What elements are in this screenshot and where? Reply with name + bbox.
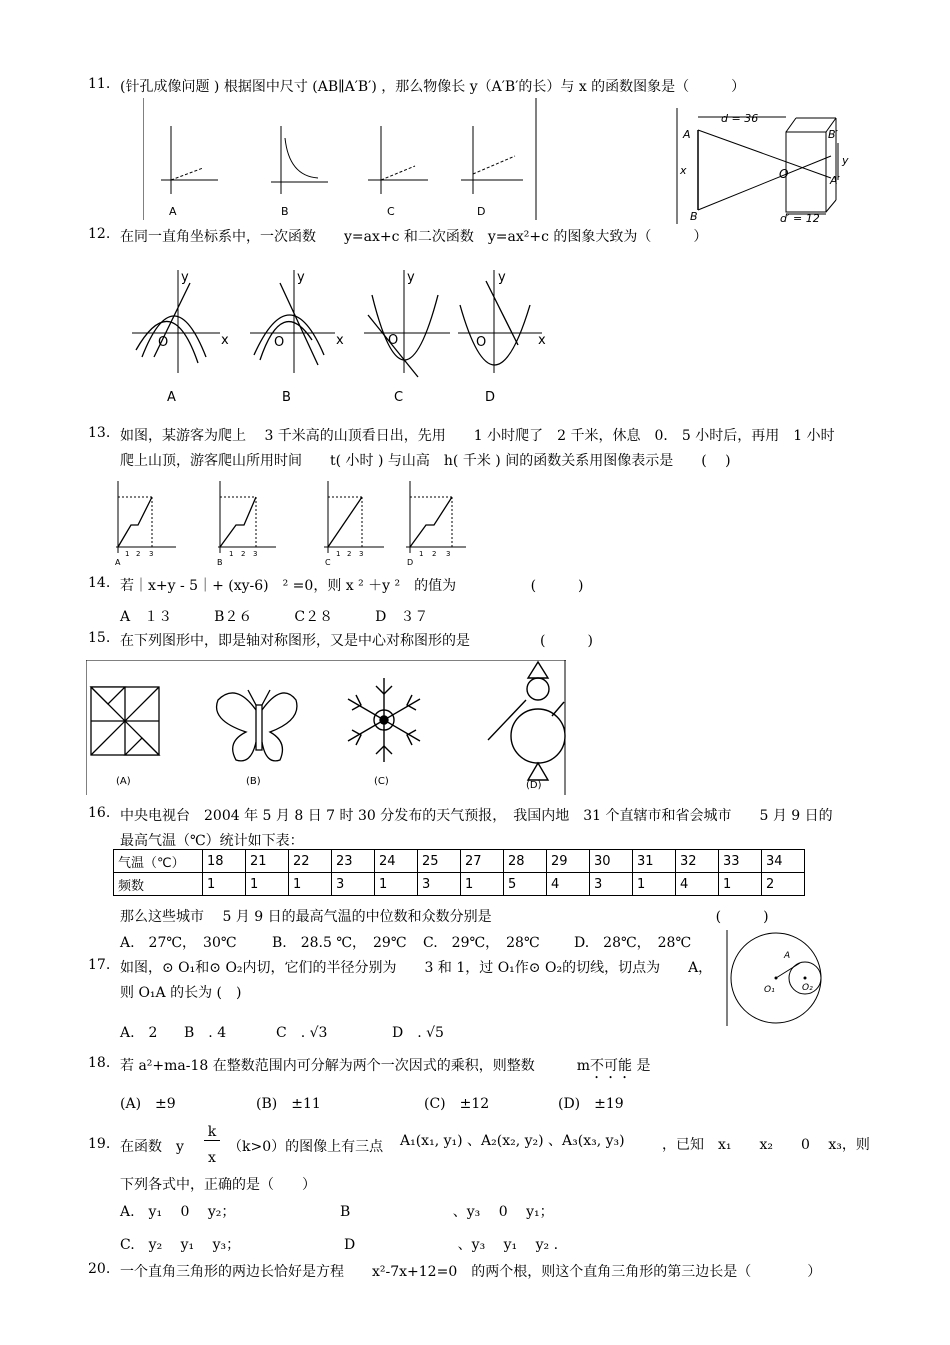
q13-graph-b	[218, 481, 276, 553]
q18-text-after: 是	[632, 1058, 651, 1074]
q13-label-b: B	[217, 558, 223, 567]
snowflake-figure	[348, 678, 420, 762]
q19-number: 19.	[88, 1136, 111, 1152]
q12-b-x: x	[336, 333, 344, 348]
q16-choice-c: C. 29℃， 28℃	[423, 935, 540, 951]
label-a-point: A	[784, 951, 791, 961]
q12-a-o: O	[158, 335, 169, 350]
q18-choice-a: (A) ±9	[120, 1096, 176, 1112]
q12-options-figure	[132, 265, 562, 405]
label-o: O	[779, 167, 789, 181]
table-cell: 1	[203, 873, 246, 896]
q12-graph-b	[250, 270, 335, 373]
q11-options-figure	[143, 98, 538, 220]
table-cell: 1	[289, 873, 332, 896]
q17-choice-c: C . √3	[276, 1025, 328, 1041]
pinhole-diagram	[676, 108, 856, 224]
q13-options-figure	[86, 475, 498, 567]
table-cell: 2	[762, 873, 805, 896]
q13-a-tick1: 1	[125, 550, 130, 558]
q13-c-tick1: 1	[336, 550, 341, 558]
q15-options-figure	[86, 660, 566, 795]
q11-graph-c	[368, 126, 428, 194]
table-cell: 27	[461, 850, 504, 873]
q13-graph-c	[324, 481, 384, 553]
q17-line2: 则 O₁A 的长为 ( )	[120, 985, 242, 1001]
table-cell: 3	[332, 873, 375, 896]
q16-number: 16.	[88, 805, 111, 821]
q19-frac-den: x	[208, 1150, 216, 1166]
label-b: B	[690, 210, 698, 223]
table-cell: 21	[246, 850, 289, 873]
table-row-counts	[114, 873, 805, 896]
q19-text-b: （k>0）的图像上有三点	[228, 1139, 384, 1155]
q12-label-c: C	[394, 390, 404, 405]
label-o1: O₁	[764, 985, 775, 995]
q12-graph-c	[364, 270, 450, 377]
table-cell: 33	[719, 850, 762, 873]
q19-line2: 下列各式中，正确的是（ ）	[120, 1177, 316, 1193]
q17-number: 17.	[88, 957, 111, 973]
q11-graph-d	[461, 126, 523, 194]
q15-label-d: (D)	[526, 780, 542, 791]
q20-number: 20.	[88, 1261, 111, 1277]
table-cell: 1	[246, 873, 289, 896]
q19-frac-num: k	[204, 1124, 220, 1141]
circles-figure	[726, 930, 826, 1026]
table-cell: 18	[203, 850, 246, 873]
q13-label-d: D	[407, 558, 414, 567]
q13-number: 13.	[88, 425, 111, 441]
q19-choice-c: C. y₂ y₁ y₃；	[120, 1237, 241, 1253]
q13-label-c: C	[325, 558, 331, 567]
q13-d-tick1: 1	[419, 550, 424, 558]
q12-graph-d	[458, 270, 542, 373]
q16-line3: 那么这些城市 5 月 9 日的最高气温的中位数和众数分别是 ( )	[120, 909, 769, 925]
q12-d-x: x	[538, 333, 546, 348]
q13-d-tick3: 3	[446, 550, 451, 558]
q13-d-tick2: 2	[432, 550, 437, 558]
q12-label-b: B	[282, 390, 291, 405]
table-cell: 32	[676, 850, 719, 873]
q12-b-o: O	[274, 335, 285, 350]
label-d: d = 36	[721, 112, 759, 125]
q15-text: 在下列图形中，即是轴对称图形，又是中心对称图形的是 ( )	[120, 633, 593, 649]
table-cell: 30	[590, 850, 633, 873]
q16-line2: 最高气温（℃）统计如下表：	[120, 833, 304, 849]
q12-graph-a	[132, 270, 220, 373]
q16-choice-a: A. 27℃， 30℃	[120, 935, 237, 951]
table-cell: 3	[418, 873, 461, 896]
table-cell: 5	[504, 873, 547, 896]
label-d2: d′ = 12	[780, 212, 820, 224]
q12-c-o: O	[388, 333, 399, 348]
q18-choice-d: (D) ±19	[558, 1096, 624, 1112]
q14-text: 若｜x+y - 5｜+ (xy-6) ² =0，则 x ² ＋y ² 的值为 ( )	[120, 578, 584, 594]
table-cell: 23	[332, 850, 375, 873]
q14-choices: A １３ B２６ C２８ D ３７	[120, 609, 429, 625]
q16-line1: 中央电视台 2004 年 5 月 8 日 7 时 30 分发布的天气预报， 我国内地 31 个直辖市和省会城市 5 月 9 日的	[120, 808, 833, 824]
q12-a-y: y	[181, 270, 189, 285]
q11-label-a: A	[169, 205, 177, 218]
q12-b-y: y	[297, 270, 305, 285]
temperature-table	[113, 849, 805, 896]
label-o2: O₂	[802, 983, 813, 993]
table-cell: 29	[547, 850, 590, 873]
q13-line2: 爬上山顶，游客爬山所用时间 t( 小时 ) 与山高 h( 千米 ) 间的函数关系用图像表示是 ( )	[120, 453, 731, 469]
table-cell: 4	[676, 873, 719, 896]
table-cell: 28	[504, 850, 547, 873]
q18-choice-c: (C) ±12	[424, 1096, 490, 1112]
label-a2: A′	[830, 174, 841, 187]
q15-label-c: (C)	[374, 776, 389, 787]
table-cell: 34	[762, 850, 805, 873]
q18-emphasis: 不可能	[590, 1058, 633, 1074]
table-cell: 1	[461, 873, 504, 896]
table-cell: 1	[719, 873, 762, 896]
q19-points: A₁(x₁, y₁) 、A₂(x₂, y₂) 、A₃(x₃, y₃)	[400, 1133, 625, 1149]
table-cell: 1	[633, 873, 676, 896]
snowman-figure	[488, 662, 565, 780]
q14-number: 14.	[88, 575, 111, 591]
q12-label-a: A	[167, 390, 176, 405]
q18-text	[120, 1055, 650, 1082]
table-cell: 1	[375, 873, 418, 896]
label-y: y	[842, 154, 849, 167]
q17-line1: 如图，⊙ O₁和⊙ O₂内切，它们的半径分别为 3 和 1，过 O₁作⊙ O₂的切线，切点为 A，	[120, 960, 713, 976]
q13-c-tick3: 3	[359, 550, 364, 558]
q17-choice-b: B . 4	[184, 1025, 227, 1041]
table-row-temps	[114, 850, 805, 873]
q13-b-tick3: 3	[253, 550, 258, 558]
q15-label-b: (B)	[246, 776, 261, 787]
q11-number: 11.	[88, 76, 111, 92]
table-cell: 25	[418, 850, 461, 873]
q13-label-a: A	[115, 558, 121, 567]
q19-choice-b: B 、y₃ 0 y₁；	[340, 1204, 554, 1220]
q19-known: ，已知 x₁ x₂ 0 x₃，则	[662, 1137, 870, 1153]
q12-a-x: x	[221, 333, 229, 348]
q15-label-a: (A)	[116, 776, 131, 787]
table-cell: 31	[633, 850, 676, 873]
q16-choice-b: B. 28.5 ℃， 29℃	[272, 935, 407, 951]
q16-choice-d: D. 28℃， 28℃	[574, 935, 692, 951]
q11-graph-b	[271, 126, 328, 194]
q12-text: 在同一直角坐标系中，一次函数 y=ax+c 和二次函数 y=ax²+c 的图象大致为（ ）	[120, 229, 708, 245]
pinwheel-figure	[91, 687, 159, 755]
q11-label-c: C	[387, 205, 395, 218]
q19-text-a: 在函数 y	[120, 1139, 184, 1155]
q18-text-before: 若 a²+ma-18 在整数范围内可分解为两个一次因式的乘积，则整数 m	[120, 1058, 591, 1074]
q19-choice-d: D 、y₃ y₁ y₂ .	[344, 1237, 559, 1253]
q17-choice-a: A. 2	[120, 1025, 158, 1041]
q19-choice-a: A. y₁ 0 y₂；	[120, 1204, 236, 1220]
q13-c-tick2: 2	[347, 550, 352, 558]
q11-graph-a	[161, 126, 218, 194]
q11-text: (针孔成像问题 ) 根据图中尺寸 (AB∥A′B′) ，那么物像长 y（A′B′的长）与 x 的函数图象是（ ）	[120, 79, 746, 95]
q11-label-d: D	[477, 205, 486, 218]
table-head-temp: 气温（℃）	[114, 850, 203, 873]
table-cell: 3	[590, 873, 633, 896]
q15-number: 15.	[88, 630, 111, 646]
q12-number: 12.	[88, 226, 111, 242]
label-b2: B′	[828, 128, 839, 141]
q13-line1: 如图，某游客为爬上 3 千米高的山顶看日出，先用 1 小时爬了 2 千米，休息 0． 5 小时后，再用 1 小时	[120, 428, 835, 444]
q12-d-y: y	[498, 270, 506, 285]
label-a: A	[683, 128, 691, 141]
q12-d-o: O	[476, 335, 487, 350]
q13-a-tick2: 2	[136, 550, 141, 558]
q11-label-b: B	[281, 205, 289, 218]
label-x: x	[680, 164, 687, 177]
q17-choice-d: D . √5	[392, 1025, 444, 1041]
q18-number: 18.	[88, 1055, 111, 1071]
q12-label-d: D	[485, 390, 496, 405]
q13-graph-a	[116, 481, 176, 553]
butterfly-figure	[217, 690, 297, 761]
table-cell: 22	[289, 850, 332, 873]
q13-a-tick3: 3	[149, 550, 154, 558]
table-head-count: 频数	[114, 873, 203, 896]
q20-text: 一个直角三角形的两边长恰好是方程 x²-7x+12=0 的两个根，则这个直角三角形的第三边长是（ ）	[120, 1264, 822, 1280]
table-cell: 4	[547, 873, 590, 896]
q13-graph-d	[406, 481, 466, 553]
q13-b-tick1: 1	[229, 550, 234, 558]
q18-choice-b: (B) ±11	[256, 1096, 321, 1112]
table-cell: 24	[375, 850, 418, 873]
q12-c-y: y	[407, 270, 415, 285]
q13-b-tick2: 2	[241, 550, 246, 558]
